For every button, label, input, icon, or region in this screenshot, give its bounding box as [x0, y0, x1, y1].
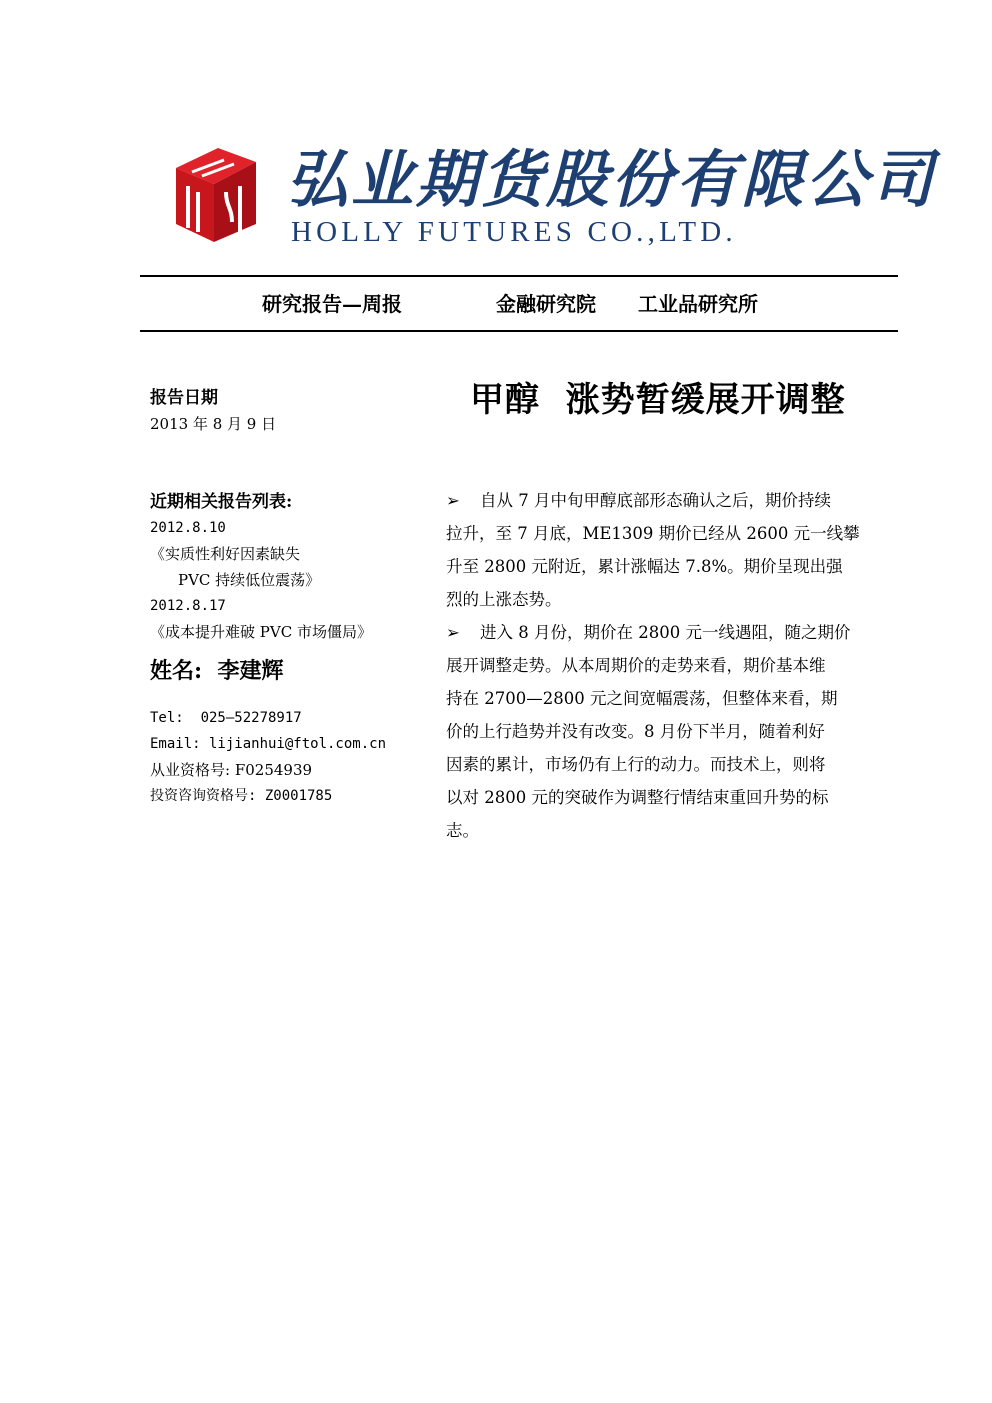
company-name-en: HOLLY FUTURES CO.,LTD. [291, 216, 737, 248]
bullet-line: 因素的累计，市场仍有上行的动力。而技术上，则将 [446, 755, 826, 774]
analyst-email: Email: lijianhui@ftol.com.cn [150, 736, 387, 752]
related-report-title: 《实质性利好因素缺失 [150, 545, 301, 563]
institute-name: 金融研究院 [496, 292, 596, 316]
related-report-date: 2012.8.10 [150, 520, 226, 536]
bullet-line: 烈的上涨态势。 [446, 590, 562, 609]
report-type: 研究报告—周报 [262, 292, 402, 316]
company-name-cn: 弘业期货股份有限公司 [286, 143, 937, 216]
analyst-name: 姓名: 李建辉 [150, 658, 284, 684]
report-date-value: 2013 年 8 月 9 日 [150, 415, 277, 433]
report-summary [446, 484, 904, 847]
bullet-line: 价的上行趋势并没有改变。8 月份下半月，随着利好 [446, 722, 825, 741]
bullet-line [446, 616, 904, 649]
bullet-line: 展开调整走势。从本周期价的走势来看，期价基本维 [446, 656, 826, 675]
related-report-title: 《成本提升难破 PVC 市场僵局》 [150, 623, 372, 641]
department-name: 工业品研究所 [638, 292, 758, 316]
header-rule-bottom [140, 330, 898, 332]
bullet-text: 进入 8 月份，期价在 2800 元一线遇阻，随之期价 [480, 623, 851, 642]
header-rule-top [140, 275, 898, 277]
bullet-line [446, 484, 904, 517]
analyst-license: 从业资格号: F0254939 [150, 761, 313, 779]
bullet-text: 自从 7 月中旬甲醇底部形态确认之后，期价持续 [480, 491, 831, 510]
related-report-title-cont: PVC 持续低位震荡》 [178, 571, 321, 589]
bullet-line: 升至 2800 元附近，累计涨幅达 7.8%。期价呈现出强 [446, 557, 843, 576]
bullet-line: 拉升，至 7 月底，ME1309 期价已经从 2600 元一线攀 [446, 524, 860, 543]
analyst-consult-license: 投资咨询资格号: Z0001785 [150, 788, 333, 804]
bullet-line: 以对 2800 元的突破作为调整行情结束重回升势的标 [446, 788, 829, 807]
report-title: 甲醇 涨势暂缓展开调整 [470, 380, 846, 420]
arrow-bullet-icon: ➢ [446, 623, 460, 642]
company-logo-icon [168, 146, 258, 242]
arrow-bullet-icon: ➢ [446, 491, 460, 510]
related-reports-label: 近期相关报告列表: [150, 492, 293, 512]
bullet-line: 志。 [446, 821, 479, 840]
related-report-date: 2012.8.17 [150, 598, 226, 614]
report-date-label: 报告日期 [150, 388, 218, 408]
analyst-phone: Tel: 025—52278917 [150, 710, 302, 726]
bullet-line: 持在 2700—2800 元之间宽幅震荡，但整体来看，期 [446, 689, 838, 708]
